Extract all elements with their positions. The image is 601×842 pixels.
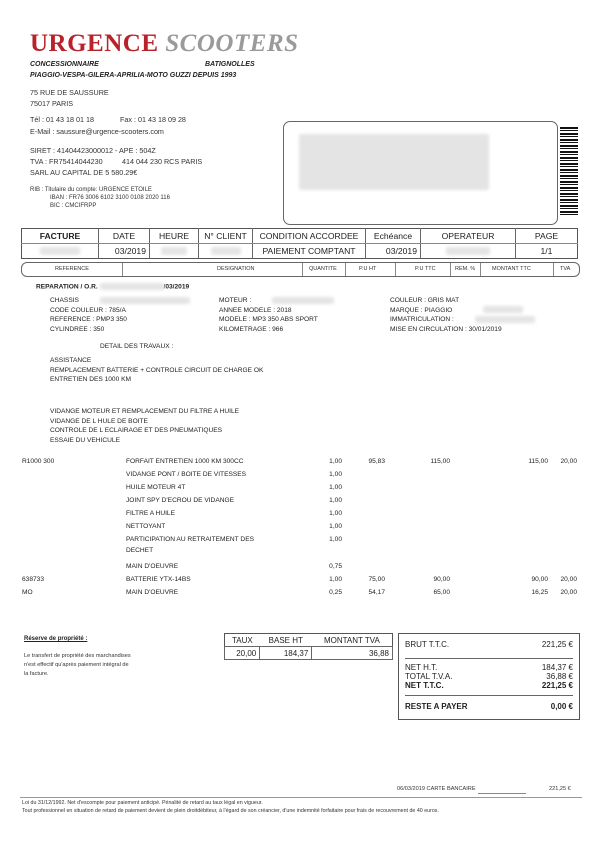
- reserve-title: Réserve de propriété :: [24, 636, 88, 642]
- company-siret: SIRET : 41404423000012 - APE : 504Z: [30, 146, 156, 155]
- line-qty: 1,00: [329, 458, 342, 465]
- company-email: E-Mail : saussure@urgence-scooters.com: [30, 127, 164, 136]
- recipient-address-box: [283, 121, 558, 225]
- line-tva: 20,00: [560, 576, 577, 583]
- header-date: 03/2019: [99, 244, 150, 259]
- header-heure: [150, 244, 199, 259]
- redacted-marque: [483, 306, 523, 313]
- line-qty: 1,00: [329, 523, 342, 530]
- line-montant: 16,25: [531, 589, 548, 596]
- line-items-column-headers: [21, 262, 580, 277]
- company-logo: [30, 30, 298, 58]
- logo-text-scooters: SCOOTERS: [165, 30, 299, 57]
- total-tva-label: TOTAL T.V.A.: [405, 672, 453, 681]
- line-pu_ttc: 115,00: [430, 458, 450, 465]
- tax-summary-table: [224, 633, 393, 660]
- reste-label: RESTE A PAYER: [405, 702, 468, 711]
- repair-title: REPARATION / O.R. /03/2019: [36, 283, 190, 291]
- line-designation: MAIN D'OEUVRE: [126, 589, 179, 596]
- vehicle-left-info: CHASSIS CODE COULEUR : 785/A REFERENCE : PMP3 350 CYLINDREE : 350: [50, 297, 127, 333]
- label-date: DATE: [99, 229, 150, 244]
- line-designation: NETTOYANT: [126, 523, 166, 530]
- total-tva-value: 36,88 €: [546, 672, 573, 681]
- label-heure: HEURE: [150, 229, 199, 244]
- line-designation: JOINT SPY D'ECROU DE VIDANGE: [126, 497, 235, 504]
- vehicle-mid-info: MOTEUR : ANNEE MODELE : 2018 MODELE : MP3 350 ABS SPORT KILOMETRAGE : 966: [219, 297, 318, 333]
- col-rem: REM. %: [455, 266, 476, 272]
- col-pu-ttc: P.U TTC: [415, 266, 436, 272]
- brut-label: BRUT T.T.C.: [405, 640, 450, 649]
- redacted-address: [299, 134, 489, 190]
- company-fax: Fax : 01 43 18 09 28: [120, 115, 186, 124]
- payment-date-mode: 06/03/2019 CARTE BANCAIRE: [397, 786, 476, 792]
- barcode-icon: [560, 127, 578, 217]
- line-qty: 1,00: [329, 471, 342, 478]
- company-capital: SARL AU CAPITAL DE 5 580.29€: [30, 168, 138, 177]
- line-qty: 1,00: [329, 484, 342, 491]
- header-page: 1/1: [516, 244, 578, 259]
- net-ttc-label: NET T.T.C.: [405, 681, 444, 690]
- line-designation: DECHET: [126, 547, 154, 554]
- line-montant: 115,00: [528, 458, 548, 465]
- detail-title: DETAIL DES TRAVAUX :: [100, 343, 174, 350]
- line-pu_ht: 95,83: [368, 458, 385, 465]
- totals-list: [405, 640, 573, 711]
- line-qty: 1,00: [329, 510, 342, 517]
- redacted-motor: [272, 297, 334, 304]
- line-designation: FORFAIT ENTRETIEN 1000 KM 300CC: [126, 458, 244, 465]
- footer-line-2: Tout professionnel en situation de retard de paiement devient de plein droitdébiteur, à l'égard de son créancier, d'une indemnité forfaitaire pour frais de recouvrement de 40 euros.: [22, 808, 439, 814]
- footer-rule: [20, 797, 582, 798]
- line-designation: BATTERIE YTX-14BS: [126, 576, 191, 583]
- label-echeance: Echéance: [366, 229, 421, 244]
- label-page: PAGE: [516, 229, 578, 244]
- col-reference: REFERENCE: [55, 266, 89, 272]
- header-client: [199, 244, 253, 259]
- works-block-b: VIDANGE MOTEUR ET REMPLACEMENT DU FILTRE A HUILE VIDANGE DE L HULE DE BOITE CONTROLE DE L ECLAIRAGE ET DES PNEUMATIQUES ESSAIE DU VEHICULE: [50, 408, 240, 444]
- tax-header-taux: TAUX: [232, 635, 253, 645]
- tagline-batignolles: BATIGNOLLES: [205, 61, 255, 68]
- company-street: 75 RUE DE SAUSSURE: [30, 88, 109, 97]
- net-ht-label: NET H.T.: [405, 663, 438, 672]
- line-designation: FILTRE A HUILE: [126, 510, 175, 517]
- company-tva: TVA : FR75414044230: [30, 157, 103, 166]
- company-bic: BIC : CMCIFRPP: [50, 203, 97, 209]
- redacted-chassis: [100, 297, 190, 304]
- col-tva: TVA: [560, 266, 571, 272]
- line-ref: MO: [22, 589, 33, 596]
- line-pu_ttc: 65,00: [433, 589, 450, 596]
- line-qty: 1,00: [329, 497, 342, 504]
- tax-taux: 20,00: [225, 647, 260, 660]
- label-operateur: OPERATEUR: [421, 229, 516, 244]
- footer-line-1: Loi du 31/12/1992. Net d'escompte pour paiement anticipé. Pénalité de retard au taux légal en vigueur.: [22, 800, 263, 806]
- line-ref: R1000 300: [22, 458, 55, 465]
- line-designation: MAIN D'OEUVRE: [126, 563, 179, 570]
- reserve-text: Le transfert de propriété des marchandises n'est effectif qu'après paiement intégral de la facture.: [24, 653, 131, 677]
- logo-text-urgence: URGENCE: [30, 30, 159, 57]
- col-montant-ttc: MONTANT TTC: [492, 266, 531, 272]
- line-pu_ht: 75,00: [368, 576, 385, 583]
- header-operateur: [421, 244, 516, 259]
- company-city: 75017 PARIS: [30, 99, 74, 108]
- line-pu_ht: 54,17: [368, 589, 385, 596]
- line-pu_ttc: 90,00: [433, 576, 450, 583]
- label-client: N° CLIENT: [199, 229, 253, 244]
- header-echeance: 03/2019: [366, 244, 421, 259]
- line-qty: 1,00: [329, 536, 342, 543]
- line-qty: 1,00: [329, 576, 342, 583]
- line-ref: 638733: [22, 576, 45, 583]
- company-iban: IBAN : FR76 3006 6102 3100 0108 2020 116: [50, 195, 170, 201]
- tax-header-base: BASE HT: [268, 635, 303, 645]
- line-designation: VIDANGE PONT / BOITE DE VITESSES: [126, 471, 247, 478]
- label-condition: CONDITION ACCORDEE: [253, 229, 366, 244]
- col-designation: DESIGNATION: [217, 266, 255, 272]
- line-montant: 90,00: [531, 576, 548, 583]
- tax-header-montant: MONTANT TVA: [323, 635, 380, 645]
- tax-montant: 36,88: [312, 647, 393, 660]
- brut-value: 221,25 €: [541, 640, 573, 649]
- company-rcs: 414 044 230 RCS PARIS: [122, 157, 203, 166]
- line-designation: PARTICIPATION AU RETRAITEMENT DES: [126, 536, 254, 543]
- header-condition: PAIEMENT COMPTANT: [253, 244, 366, 259]
- line-tva: 20,00: [560, 458, 577, 465]
- line-qty: 0,25: [329, 589, 342, 596]
- line-designation: HUILE MOTEUR 4T: [126, 484, 186, 491]
- label-facture: FACTURE: [22, 229, 99, 244]
- line-qty: 0,75: [329, 563, 342, 570]
- payment-separator: [478, 793, 526, 794]
- company-tel: Tél : 01 43 18 01 18: [30, 115, 94, 124]
- works-block-a: ASSISTANCE REMPLACEMENT BATTERIE + CONTROLE CIRCUIT DE CHARGE OK ENTRETIEN DES 1000 KM: [50, 357, 264, 383]
- company-rib: RIB : Titulaire du compte: URGENCE ETOILE: [30, 187, 152, 193]
- tax-base: 184,37: [260, 647, 312, 660]
- col-quantite: QUANTITE: [309, 266, 337, 272]
- brands-line: PIAGGIO-VESPA-GILERA-APRILIA-MOTO GUZZI DEPUIS 1993: [30, 72, 237, 79]
- line-tva: 20,00: [560, 589, 577, 596]
- net-ttc-value: 221,25 €: [541, 681, 573, 690]
- payment-amount: 221,25 €: [549, 786, 571, 792]
- net-ht-value: 184,37 €: [541, 663, 573, 672]
- col-pu-ht: P.U HT: [359, 266, 377, 272]
- invoice-header-table: [21, 228, 578, 259]
- vehicle-right-info: COULEUR : GRIS MAT MARQUE : PIAGGIO IMMATRICULATION : MISE EN CIRCULATION : 30/01/2019: [390, 297, 502, 333]
- reste-value: 0,00 €: [550, 702, 573, 711]
- tagline-concessionnaire: CONCESSIONNAIRE: [30, 61, 99, 68]
- redacted-immat: [475, 316, 535, 323]
- facture-number: [22, 244, 99, 259]
